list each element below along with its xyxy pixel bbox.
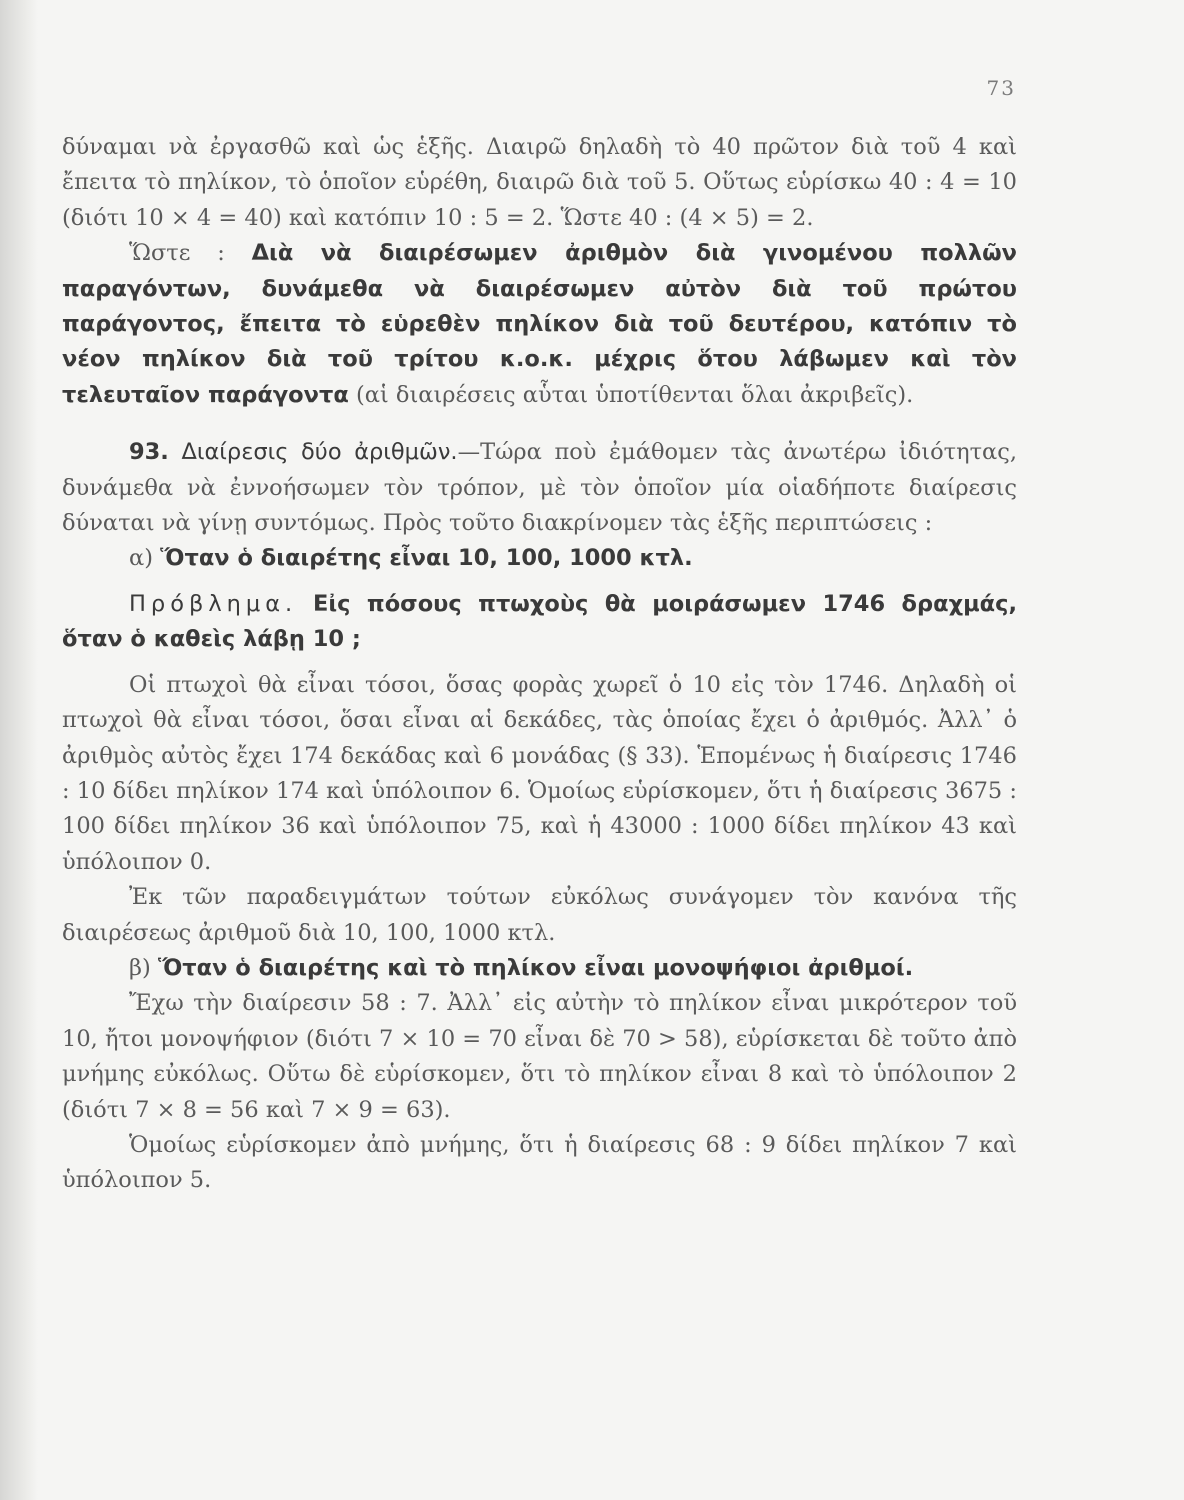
page-gutter-shadow — [0, 0, 38, 1500]
paragraph-68-div-9: Ὁμοίως εὑρίσκομεν ἀπὸ μνήμης, ὅτι ἡ διαίρεσις 68 : 9 δίδει πηλίκον 7 καὶ ὑπόλοιπον 5. — [62, 1131, 1017, 1194]
rule-bold-text: Διὰ νὰ διαιρέσωμεν ἀριθμὸν διὰ γινομένου πολλῶν παραγόντων, δυνάμεθα νὰ διαιρέσωμεν αὐτὸν διὰ τοῦ πρώτου παράγοντος, ἔπειτα τὸ εὑρεθὲν πηλίκον διὰ τοῦ δευτέρου, κατόπιν τὸ νέον πηλίκον διὰ τοῦ τρίτου κ.ο.κ. μέχρις ὅτου λάβωμεν καὶ τὸν τελευταῖον παράγοντα — [62, 240, 1017, 408]
section-93-text: —Τώρα ποὺ ἐμάθομεν τὰς ἀνωτέρω ἰδιότητας, δυνάμεθα νὰ ἐννοήσωμεν τὸν τρόπον, μὲ τὸν ὁποῖον μία οἱαδήποτε διαίρεσις δύναται νὰ γίνῃ συντόμως. Πρὸς τοῦτο διακρίνομεν τὰς ἑξῆς περιπτώσεις : — [62, 439, 1017, 537]
case-a-label: α) — [129, 545, 161, 572]
case-b-label: β) — [129, 954, 158, 981]
page-number: 73 — [986, 76, 1016, 100]
rule-lead: Ὥστε : — [129, 240, 252, 267]
section-number: 93. — [129, 439, 169, 466]
paragraph-rule-10: Ἐκ τῶν παραδειγμάτων τούτων εὐκόλως συνάγομεν τὸν κανόνα τῆς διαιρέσεως ἀριθμοῦ διὰ 10, 100, 1000 κτλ. — [62, 884, 1017, 946]
paragraph-rule-statement — [62, 236, 1017, 413]
problem — [62, 587, 1017, 658]
rule-tail: (αἱ διαιρέσεις αὗται ὑποτίθενται ὅλαι ἀκριβεῖς). — [348, 381, 914, 408]
section-93 — [62, 435, 1017, 541]
case-b-title: Ὅταν ὁ διαιρέτης καὶ τὸ πηλίκον εἶναι μονοψήφιοι ἀριθμοί. — [157, 954, 914, 981]
paragraph-intro: δύναμαι νὰ ἐργασθῶ καὶ ὡς ἑξῆς. Διαιρῶ δηλαδὴ τὸ 40 πρῶτον διὰ τοῦ 4 καὶ ἔπειτα τὸ πηλίκον, τὸ ὁποῖον εὑρέθη, διαιρῶ διὰ τοῦ 5. Οὕτως εὑρίσκω 40 : 4 = 10 (διότι 10 × 4 = 40) καὶ κατόπιν 10 : 5 = 2. Ὥστε 40 : (4 × 5) = 2. — [62, 134, 1017, 231]
problem-text: Εἰς πόσους πτωχοὺς θὰ μοιράσωμεν 1746 δραχμάς, ὅταν ὁ καθεὶς λάβῃ 10 ; — [62, 590, 1017, 653]
case-b-heading — [62, 951, 1017, 986]
problem-label: Πρόβλημα. — [129, 590, 298, 617]
paragraph-58-div-7: Ἔχω τὴν διαίρεσιν 58 : 7. Ἀλλ᾿ εἰς αὐτὴν τὸ πηλίκον εἶναι μικρότερον τοῦ 10, ἤτοι μονοψήφιον (διότι 7 × 10 = 70 εἶναι δὲ 70 > 58), εὑρίσκεται δὲ τοῦτο ἀπὸ μνήμης εὐκόλως. Οὕτω δὲ εὑρίσκομεν, ὅτι τὸ πηλίκον εἶναι 8 καὶ τὸ ὑπόλοιπον 2 (διότι 7 × 8 = 56 καὶ 7 × 9 = 63). — [62, 990, 1017, 1123]
paragraph-poor-solution: Οἱ πτωχοὶ θὰ εἶναι τόσοι, ὅσας φορὰς χωρεῖ ὁ 10 εἰς τὸν 1746. Δηλαδὴ οἱ πτωχοὶ θὰ εἶναι τόσοι, ὅσαι εἶναι αἱ δεκάδες, τὰς ὁποίας ἔχει ὁ ἀριθμός. Ἀλλ᾿ ὁ ἀριθμὸς αὐτὸς ἔχει 174 δεκάδας καὶ 6 μονάδας (§ 33). Ἑπομένως ἡ διαίρεσις 1746 : 10 δίδει πηλίκον 174 καὶ ὑπόλοιπον 6. Ὁμοίως εὑρίσκομεν, ὅτι ἡ διαίρεσις 3675 : 100 δίδει πηλίκον 36 καὶ ὑπόλοιπον 75, καὶ ἡ 43000 : 1000 δίδει πηλίκον 43 καὶ ὑπόλοιπον 0. — [62, 671, 1017, 875]
page-body — [62, 130, 1017, 1199]
case-a-title: Ὅταν ὁ διαιρέτης εἶναι 10, 100, 1000 κτλ. — [160, 545, 693, 572]
case-a-heading — [62, 541, 1017, 576]
section-title: Διαίρεσις δύο ἀριθμῶν. — [181, 439, 458, 466]
